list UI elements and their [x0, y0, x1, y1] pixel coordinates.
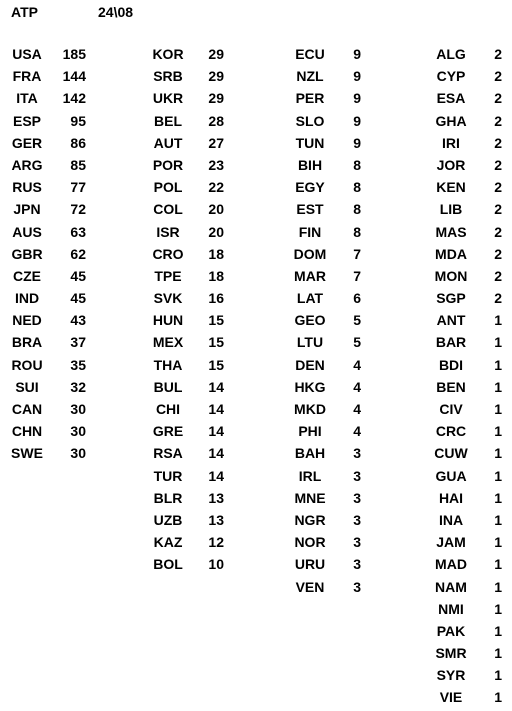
player-count: 14 [208, 467, 224, 484]
country-code: BUL [153, 378, 183, 395]
country-code: SGP [436, 290, 466, 307]
player-count: 4 [353, 401, 361, 417]
player-count: 2 [494, 201, 502, 218]
country-code: BOL [153, 556, 183, 573]
player-count: 16 [208, 290, 224, 307]
country-code: POR [152, 156, 184, 173]
country-code: SVK [153, 290, 183, 307]
player-count: 35 [70, 356, 86, 373]
country-code: GRE [152, 423, 184, 440]
player-count: 2 [494, 112, 502, 129]
player-count: 1 [494, 356, 502, 373]
player-count: 37 [70, 334, 86, 351]
player-count: 2 [494, 156, 502, 173]
country-code: MKD [294, 401, 326, 417]
country-code: TUN [295, 134, 325, 151]
country-code: COL [153, 201, 183, 218]
player-count: 15 [208, 312, 224, 329]
country-code: IND [14, 290, 40, 307]
country-code: AUS [12, 223, 42, 240]
country-code: KEN [436, 179, 466, 196]
country-code: BLR [153, 489, 183, 506]
player-count: 8 [353, 156, 361, 173]
player-count: 20 [208, 201, 224, 218]
player-count: 15 [208, 334, 224, 351]
country-code: GEO [294, 312, 326, 329]
country-code: KAZ [153, 534, 183, 551]
country-code: VIE [439, 689, 463, 706]
player-count: 1 [494, 334, 502, 351]
country-code: CZE [13, 267, 41, 284]
player-count: 29 [208, 46, 224, 62]
country-code: NOR [294, 534, 326, 551]
country-code: BEL [154, 112, 182, 129]
player-count: 14 [208, 423, 224, 440]
player-count: 13 [208, 511, 224, 528]
player-count: 32 [70, 378, 86, 395]
country-code: SRB [153, 68, 183, 85]
player-count: 77 [70, 179, 86, 196]
country-code: IRL [298, 467, 322, 484]
player-count: 29 [208, 90, 224, 107]
country-code: FRA [12, 68, 42, 85]
country-code: JAM [436, 534, 466, 551]
player-count: 1 [494, 556, 502, 573]
country-code: HUN [152, 312, 184, 329]
player-count: 1 [494, 600, 502, 617]
country-code: SWE [11, 445, 43, 462]
country-code: VEN [295, 578, 325, 595]
player-count: 7 [353, 267, 361, 284]
country-code: CRO [152, 245, 184, 262]
player-count: 8 [353, 179, 361, 196]
country-code: JOR [436, 156, 466, 173]
player-count: 3 [353, 467, 361, 484]
player-count: 2 [494, 46, 502, 62]
country-code: ALG [436, 46, 466, 62]
country-code: THA [153, 356, 183, 373]
player-count: 185 [62, 46, 86, 62]
player-count: 23 [208, 156, 224, 173]
country-code: BAH [294, 445, 326, 462]
country-code: LIB [439, 201, 463, 218]
player-count: 63 [70, 223, 86, 240]
player-count: 9 [353, 46, 361, 62]
country-code: GER [11, 134, 43, 151]
country-code: KOR [152, 46, 184, 62]
player-count: 22 [208, 179, 224, 196]
player-count: 14 [208, 378, 224, 395]
player-count: 1 [494, 489, 502, 506]
country-code: MEX [152, 334, 184, 351]
country-code: SLO [295, 112, 325, 129]
player-count: 142 [62, 90, 86, 107]
country-code: TUR [153, 467, 183, 484]
player-count: 7 [353, 245, 361, 262]
country-code: BIH [297, 156, 323, 173]
player-count: 1 [494, 445, 502, 462]
player-count: 1 [494, 622, 502, 639]
country-code: INA [438, 511, 464, 528]
country-code: BRA [11, 334, 43, 351]
player-count: 95 [70, 112, 86, 129]
player-count: 2 [494, 179, 502, 196]
player-count: 2 [494, 134, 502, 151]
country-code: CIV [439, 401, 463, 417]
player-count: 4 [353, 378, 361, 395]
country-code: MAR [294, 267, 326, 284]
player-count: 13 [208, 489, 224, 506]
player-count: 20 [208, 223, 224, 240]
country-code: BAR [435, 334, 467, 351]
player-count: 1 [494, 401, 502, 417]
country-code: AUT [153, 134, 183, 151]
player-count: 1 [494, 578, 502, 595]
country-code: PHI [298, 423, 322, 440]
country-code: NGR [294, 511, 326, 528]
player-count: 2 [494, 267, 502, 284]
header-date: 24\08 [98, 4, 134, 20]
player-count: 15 [208, 356, 224, 373]
player-count: 43 [70, 312, 86, 329]
country-code: HKG [294, 378, 326, 395]
player-count: 1 [494, 378, 502, 395]
player-count: 3 [353, 445, 361, 462]
player-count: 2 [494, 68, 502, 85]
country-code: EST [296, 201, 324, 218]
country-code: LAT [296, 290, 324, 307]
player-count: 85 [70, 156, 86, 173]
country-code: SYR [436, 667, 466, 684]
country-code: MAD [435, 556, 467, 573]
player-count: 6 [353, 290, 361, 307]
player-count: 62 [70, 245, 86, 262]
country-code: CAN [11, 401, 43, 417]
player-count: 10 [208, 556, 224, 573]
country-code: ROU [11, 356, 43, 373]
country-code: GHA [435, 112, 467, 129]
country-code: DEN [295, 356, 325, 373]
player-count: 8 [353, 201, 361, 218]
player-count: 45 [70, 290, 86, 307]
player-count: 4 [353, 423, 361, 440]
country-code: CRC [435, 423, 467, 440]
player-count: 2 [494, 245, 502, 262]
player-count: 14 [208, 445, 224, 462]
country-code: MNE [294, 489, 326, 506]
player-count: 8 [353, 223, 361, 240]
player-count: 2 [494, 223, 502, 240]
player-count: 9 [353, 68, 361, 85]
country-code: GUA [435, 467, 467, 484]
player-count: 3 [353, 578, 361, 595]
country-code: ARG [11, 156, 43, 173]
country-code: GBR [11, 245, 43, 262]
player-count: 12 [208, 534, 224, 551]
player-count: 72 [70, 201, 86, 218]
country-code: RUS [12, 179, 42, 196]
country-code: SUI [15, 378, 39, 395]
country-code: NZL [296, 68, 324, 85]
country-code: UZB [153, 511, 183, 528]
country-code: DOM [293, 245, 327, 262]
country-code: MAS [435, 223, 467, 240]
player-count: 18 [208, 267, 224, 284]
country-code: ESP [12, 112, 41, 129]
country-code: POL [153, 179, 183, 196]
country-code: HAI [438, 489, 464, 506]
player-count: 9 [353, 134, 361, 151]
country-code: RSA [153, 445, 183, 462]
player-count: 9 [353, 112, 361, 129]
player-count: 1 [494, 689, 502, 706]
country-code: ISR [156, 223, 180, 240]
player-count: 2 [494, 290, 502, 307]
player-count: 5 [353, 334, 361, 351]
country-code: NMI [438, 600, 464, 617]
country-code: NAM [435, 578, 467, 595]
country-code: PER [295, 90, 325, 107]
player-count: 4 [353, 356, 361, 373]
player-count: 27 [208, 134, 224, 151]
country-code: ANT [436, 312, 466, 329]
player-count: 1 [494, 645, 502, 662]
country-code: MON [434, 267, 468, 284]
player-count: 5 [353, 312, 361, 329]
player-count: 18 [208, 245, 224, 262]
country-code: ESA [436, 90, 466, 107]
country-code: MDA [435, 245, 467, 262]
country-code: ECU [295, 46, 325, 62]
player-count: 1 [494, 312, 502, 329]
country-code: FIN [298, 223, 322, 240]
player-count: 2 [494, 90, 502, 107]
player-count: 28 [208, 112, 224, 129]
country-code: URU [294, 556, 326, 573]
country-code: SMR [435, 645, 467, 662]
player-count: 1 [494, 667, 502, 684]
player-count: 30 [70, 401, 86, 417]
player-count: 14 [208, 401, 224, 417]
player-count: 30 [70, 423, 86, 440]
player-count: 29 [208, 68, 224, 85]
country-code: USA [12, 46, 42, 62]
player-count: 3 [353, 489, 361, 506]
player-count: 3 [353, 534, 361, 551]
country-code: TPE [154, 267, 182, 284]
player-count: 1 [494, 467, 502, 484]
header-title: ATP [11, 4, 38, 20]
player-count: 86 [70, 134, 86, 151]
country-code: BDI [438, 356, 464, 373]
player-count: 1 [494, 511, 502, 528]
country-code: CHN [11, 423, 43, 440]
player-count: 3 [353, 511, 361, 528]
country-code: EGY [295, 179, 325, 196]
player-count: 9 [353, 90, 361, 107]
country-code: IRI [442, 134, 460, 151]
player-count: 1 [494, 534, 502, 551]
player-count: 30 [70, 445, 86, 462]
player-count: 1 [494, 423, 502, 440]
country-code: PAK [436, 622, 466, 639]
country-code: CUW [434, 445, 468, 462]
player-count: 45 [70, 267, 86, 284]
country-code: NED [12, 312, 42, 329]
country-code: JPN [13, 201, 41, 218]
player-count: 3 [353, 556, 361, 573]
country-code: UKR [152, 90, 184, 107]
country-code: CYP [436, 68, 466, 85]
country-code: BEN [436, 378, 466, 395]
player-count: 144 [62, 68, 86, 85]
country-code: ITA [16, 90, 38, 107]
country-code: CHI [155, 401, 181, 417]
country-code: LTU [296, 334, 324, 351]
